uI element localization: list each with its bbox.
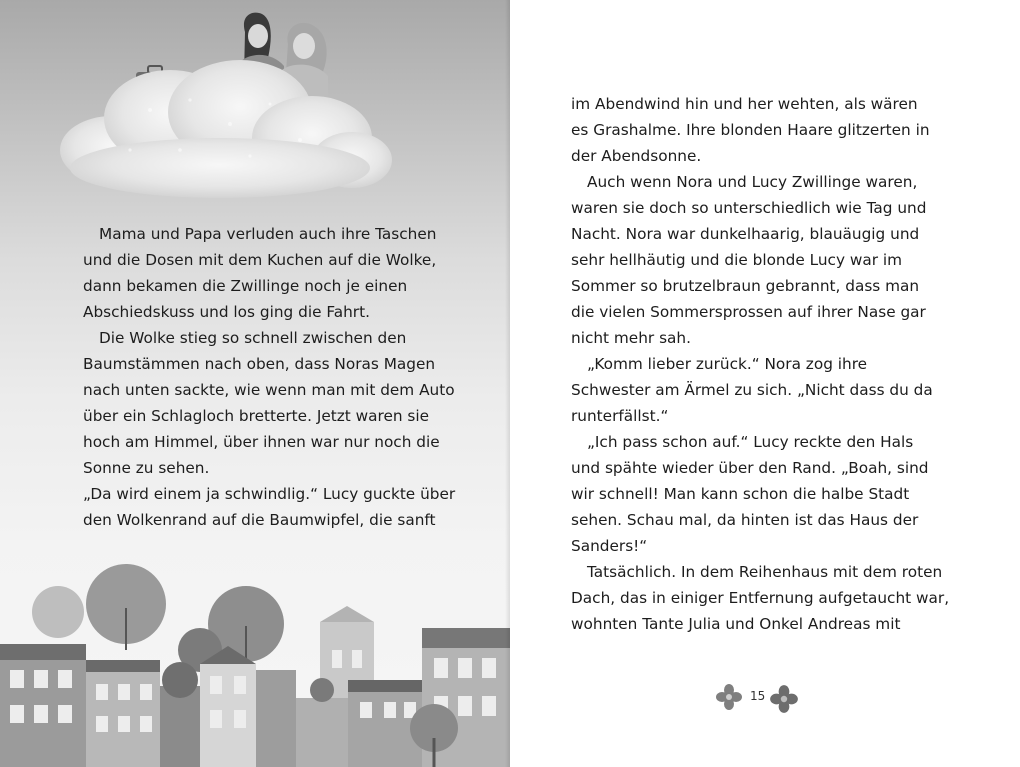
page-footer	[712, 680, 802, 716]
text-line: und die Dosen mit dem Kuchen auf die Wolke,	[83, 251, 437, 269]
text-line: waren sie doch so unterschiedlich wie Tag und	[571, 199, 927, 217]
text-line: Nacht. Nora war dunkelhaarig, blauäugig und	[571, 225, 920, 243]
text-line: sehen. Schau mal, da hinten ist das Haus der	[571, 511, 919, 529]
right-page-text	[571, 91, 949, 637]
left-page-text	[83, 221, 455, 533]
text-line: Tatsächlich. In dem Reihenhaus mit dem roten	[587, 563, 943, 581]
town-illustration	[0, 560, 510, 767]
page-number: 15	[750, 689, 766, 703]
text-line: die vielen Sommersprossen auf ihrer Nase gar	[571, 303, 926, 321]
text-line: dann bekamen die Zwillinge noch je einen	[83, 277, 408, 295]
text-line: Mama und Papa verluden auch ihre Taschen	[99, 225, 437, 243]
text-line: der Abendsonne.	[571, 147, 702, 165]
clover-right-icon	[768, 683, 800, 715]
text-line: runterfällst.“	[571, 407, 669, 425]
clover-left-icon	[714, 682, 744, 712]
text-line: Sonne zu sehen.	[83, 459, 210, 477]
text-line: es Grashalme. Ihre blonden Haare glitzerten in	[571, 121, 930, 139]
text-line: „Da wird einem ja schwindlig.“ Lucy guckte über	[83, 485, 456, 503]
text-line: Schwester am Ärmel zu sich. „Nicht dass du da	[571, 381, 933, 399]
text-line: über ein Schlagloch bretterte. Jetzt waren sie	[83, 407, 430, 425]
text-line: wohnten Tante Julia und Onkel Andreas mit	[571, 615, 901, 633]
text-line: Auch wenn Nora und Lucy Zwillinge waren,	[587, 173, 918, 191]
text-line: „Ich pass schon auf.“ Lucy reckte den Hals	[587, 433, 914, 451]
text-line: nicht mehr sah.	[571, 329, 691, 347]
text-line: „Komm lieber zurück.“ Nora zog ihre	[587, 355, 868, 373]
text-line: Die Wolke stieg so schnell zwischen den	[99, 329, 407, 347]
text-line: im Abendwind hin und her wehten, als wären	[571, 95, 918, 113]
girls-on-cloud-illustration	[40, 0, 410, 215]
text-line: Baumstämmen nach oben, dass Noras Magen	[83, 355, 436, 373]
text-line: und spähte wieder über den Rand. „Boah, sind	[571, 459, 929, 477]
text-line: hoch am Himmel, über ihnen war nur noch die	[83, 433, 440, 451]
text-line: Dach, das in einiger Entfernung aufgetaucht war,	[571, 589, 950, 607]
text-line: nach unten sackte, wie wenn man mit dem Auto	[83, 381, 455, 399]
text-line: Sommer so brutzelbraun gebrannt, dass man	[571, 277, 920, 295]
text-line: Sanders!“	[571, 537, 648, 555]
text-line: wir schnell! Man kann schon die halbe Stadt	[571, 485, 910, 503]
text-line: den Wolkenrand auf die Baumwipfel, die sanft	[83, 511, 436, 529]
text-line: sehr hellhäutig und die blonde Lucy war im	[571, 251, 903, 269]
text-line: Abschiedskuss und los ging die Fahrt.	[83, 303, 370, 321]
